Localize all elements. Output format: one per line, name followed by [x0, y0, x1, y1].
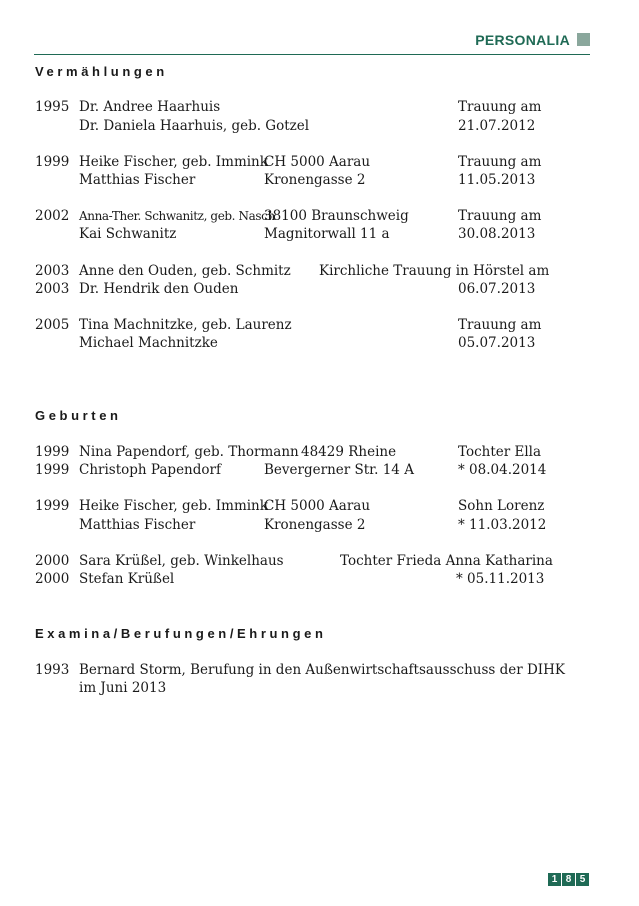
- entry-year: 1999: [35, 498, 70, 514]
- entry-year: 2003: [35, 281, 70, 297]
- entry-name: Tina Machnitzke, geb. Laurenz: [79, 317, 292, 333]
- header-square-marker: [577, 33, 590, 46]
- entry-date: 21.07.2012: [458, 118, 536, 134]
- entry-name: Anne den Ouden, geb. Schmitz: [79, 263, 291, 279]
- entry-name: Nina Papendorf, geb. Thormann: [79, 444, 299, 460]
- page-header: [34, 30, 590, 55]
- entry-name: Christoph Papendorf: [79, 462, 221, 478]
- entry-event: Trauung am: [458, 154, 542, 170]
- entry-date: * 05.11.2013: [456, 571, 545, 587]
- entry-name: Dr. Hendrik den Ouden: [79, 281, 239, 297]
- entry-event: Trauung am: [458, 99, 542, 115]
- entry-date: * 08.04.2014: [458, 462, 547, 478]
- entry-year: 2002: [35, 208, 70, 224]
- entry-name: Heike Fischer, geb. Immink: [79, 154, 268, 170]
- page-digit: 8: [562, 873, 575, 886]
- entry-date: 30.08.2013: [458, 226, 536, 242]
- entry-name: Sara Krüßel, geb. Winkelhaus: [79, 553, 284, 569]
- section-heading: PERSONALIA: [475, 32, 570, 48]
- entry-address: CH 5000 Aarau: [264, 154, 371, 170]
- page-number: [548, 873, 589, 886]
- entry-event: Tochter Frieda Anna Katharina: [340, 553, 553, 569]
- entry-year: 1993: [35, 662, 70, 678]
- entry-name: Dr. Daniela Haarhuis, geb. Gotzel: [79, 118, 310, 134]
- entry-event: Kirchliche Trauung in Hörstel am: [319, 263, 550, 279]
- section-title-examina: Examina/Berufungen/Ehrungen: [35, 626, 327, 641]
- entry-event: Sohn Lorenz: [458, 498, 545, 514]
- entry-year: 2003: [35, 263, 70, 279]
- entry-year: 1995: [35, 99, 70, 115]
- entry-address: 38100 Braunschweig: [264, 208, 409, 224]
- entry-year: 1999: [35, 154, 70, 170]
- entry-date: 05.07.2013: [458, 335, 536, 351]
- entry-address: Bevergerner Str. 14 A: [264, 462, 414, 478]
- entry-year: 2000: [35, 553, 70, 569]
- entry-address: CH 5000 Aarau: [264, 498, 371, 514]
- entry-address: Magnitorwall 11 a: [264, 226, 390, 242]
- page-digit: 5: [576, 873, 589, 886]
- entry-address: Kronengasse 2: [264, 172, 366, 188]
- entry-address: Kronengasse 2: [264, 517, 366, 533]
- entry-year: 2005: [35, 317, 70, 333]
- entry-event: Tochter Ella: [458, 444, 542, 460]
- entry-text: Bernard Storm, Berufung in den Außenwirtschaftsausschuss der DIHK: [79, 662, 565, 678]
- entry-event: Trauung am: [458, 208, 542, 224]
- section-title-geburten: Geburten: [35, 408, 122, 423]
- section-title-vermaehlungen: Vermählungen: [35, 64, 168, 79]
- entry-date: 11.05.2013: [458, 172, 536, 188]
- page-digit: 1: [548, 873, 561, 886]
- entry-date: 06.07.2013: [458, 281, 536, 297]
- entry-name: Stefan Krüßel: [79, 571, 175, 587]
- entry-name: Michael Machnitzke: [79, 335, 218, 351]
- entry-name: Matthias Fischer: [79, 172, 196, 188]
- entry-event: Trauung am: [458, 317, 542, 333]
- entry-name: Matthias Fischer: [79, 517, 196, 533]
- entry-text: im Juni 2013: [79, 680, 167, 696]
- entry-name: Kai Schwanitz: [79, 226, 177, 242]
- entry-address: 48429 Rheine: [301, 444, 397, 460]
- entry-year: 2000: [35, 571, 70, 587]
- entry-year: 1999: [35, 462, 70, 478]
- entry-date: * 11.03.2012: [458, 517, 547, 533]
- entry-name: Dr. Andree Haarhuis: [79, 99, 221, 115]
- entry-year: 1999: [35, 444, 70, 460]
- entry-name: Anna-Ther. Schwanitz, geb. Nasch: [79, 209, 275, 223]
- entry-name: Heike Fischer, geb. Immink: [79, 498, 268, 514]
